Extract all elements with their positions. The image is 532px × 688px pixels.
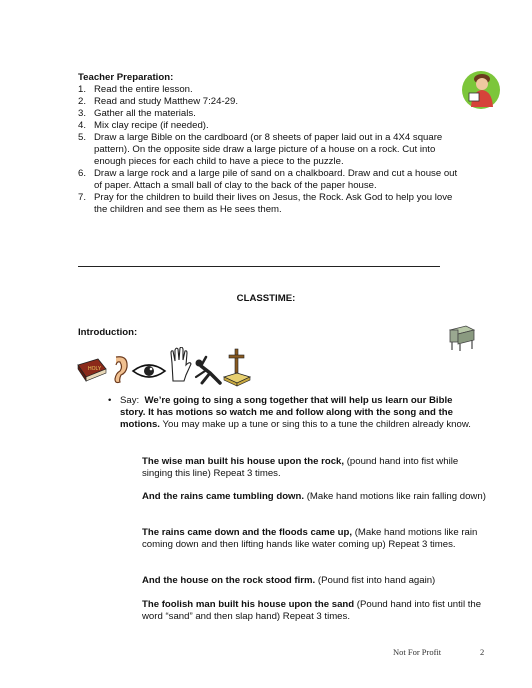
say-rest-text: You may make up a tune or sing this to a tune the children already know.: [159, 419, 471, 430]
teacher-prep-list: [78, 84, 458, 216]
teacher-icon: [460, 69, 502, 111]
list-item: 2. Read and study Matthew 7:24-29.: [78, 96, 238, 107]
list-item: 4. Mix clay recipe (if needed).: [78, 120, 209, 131]
teacher-prep-heading: Teacher Preparation:: [78, 72, 174, 83]
song-line-2: And the rains came tumbling down. (Make hand motions like rain falling down): [142, 491, 486, 502]
song-line-3: The rains came down and the floods came up, (Make hand motions like rain coming down and then lifting hands like water coming up) Repeat 3 times.: [142, 527, 478, 550]
introduction-heading: Introduction:: [78, 327, 138, 338]
bible-icon: [76, 355, 108, 385]
stretching-figure-icon: [192, 355, 226, 385]
list-item: 7. Pray for the children to build their lives on Jesus, the Rock. Ask God to help you love the children and see them as He sees them.: [78, 192, 453, 215]
say-bold-text: We’re going to sing a song together that will help us learn our Bible story. It has motions so watch me and follow along with the song and the motions.: [120, 395, 453, 430]
desk-icon: [444, 322, 480, 352]
say-label: Say:: [120, 395, 140, 406]
ear-icon: [110, 353, 130, 385]
footer-label: Not For Profit: [393, 647, 442, 657]
classtime-heading: CLASSTIME:: [236, 293, 296, 304]
song-line-1: The wise man built his house upon the rock, (pound hand into fist while singing this line) Repeat 3 times.: [142, 456, 459, 479]
eye-icon: [131, 361, 167, 381]
list-item: 3. Gather all the materials.: [78, 108, 196, 119]
page-number: 2: [480, 647, 485, 657]
song-line-4: And the house on the rock stood firm. (Pound fist into hand again): [142, 575, 436, 586]
say-bullet: [108, 395, 478, 431]
svg-text:HOLY: HOLY: [88, 366, 102, 372]
cross-on-book-icon: [222, 347, 252, 387]
say-paragraph: [120, 395, 478, 431]
bullet-marker: •: [108, 395, 112, 406]
song-line-5: The foolish man built his house upon the sand (Pound hand into fist until the word “sand” and then slap hand) Repeat 3 times.: [142, 599, 482, 622]
list-item: 1. Read the entire lesson.: [78, 84, 193, 95]
hand-icon: [168, 347, 192, 383]
list-item: 6. Draw a large rock and a large pile of sand on a chalkboard. Draw and cut a house out of paper. Attach a small ball of clay to the back of the paper house.: [78, 168, 458, 191]
section-divider: [78, 266, 440, 267]
list-item: 5. Draw a large Bible on the cardboard (or 8 sheets of paper laid out in a 4X4 square pattern). On the opposite side draw a large picture of a house on a rock. Cut into enough pieces for each child to have a piece to the puzzle.: [78, 132, 443, 167]
